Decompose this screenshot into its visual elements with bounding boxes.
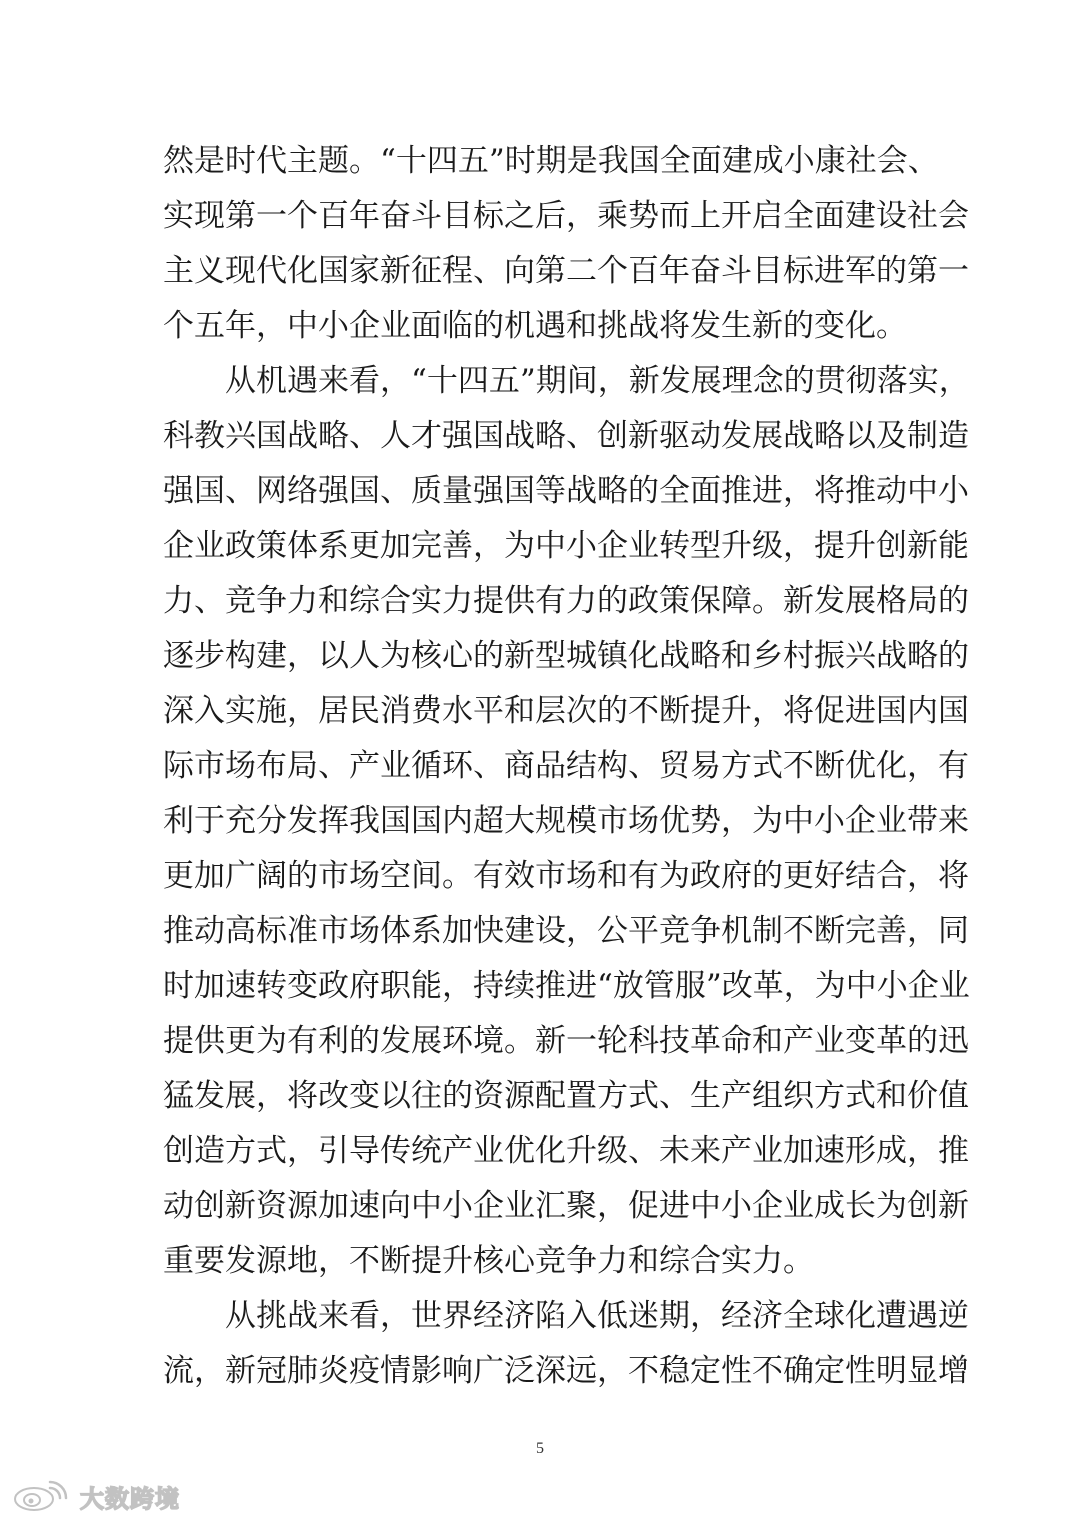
text-line: 提供更为有利的发展环境。新一轮科技革命和产业变革的迅 — [163, 1023, 969, 1059]
text-line: 个五年，中小企业面临的机遇和挑战将发生新的变化。 — [163, 308, 907, 344]
page-number: 5 — [536, 1440, 544, 1457]
text-line: 强国、网络强国、质量强国等战略的全面推进，将推动中小 — [163, 473, 969, 509]
text-line: 流，新冠肺炎疫情影响广泛深远，不稳定性不确定性明显增 — [163, 1353, 969, 1389]
text-line: 更加广阔的市场空间。有效市场和有为政府的更好结合，将 — [163, 858, 969, 894]
watermark-text: 大数跨境 — [80, 1484, 180, 1513]
text-line: 重要发源地，不断提升核心竞争力和综合实力。 — [163, 1243, 814, 1279]
text-line: 从挑战来看，世界经济陷入低迷期，经济全球化遭遇逆 — [225, 1298, 969, 1334]
text-line: 时加速转变政府职能，持续推进“放管服”改革，为中小企业 — [163, 968, 970, 1004]
text-line: 实现第一个百年奋斗目标之后，乘势而上开启全面建设社会 — [163, 198, 969, 234]
text-line: 动创新资源加速向中小企业汇聚，促进中小企业成长为创新 — [163, 1188, 969, 1224]
weibo-logo-icon — [12, 1480, 74, 1512]
text-line: 然是时代主题。“十四五”时期是我国全面建成小康社会、 — [163, 143, 939, 179]
text-line: 主义现代化国家新征程、向第二个百年奋斗目标进军的第一 — [163, 253, 969, 289]
watermark — [12, 1476, 180, 1516]
text-line: 从机遇来看，“十四五”期间，新发展理念的贯彻落实， — [225, 363, 970, 399]
text-line: 力、竞争力和综合实力提供有力的政策保障。新发展格局的 — [163, 583, 969, 619]
text-line: 企业政策体系更加完善，为中小企业转型升级，提升创新能 — [163, 528, 969, 564]
text-line: 猛发展，将改变以往的资源配置方式、生产组织方式和价值 — [163, 1078, 969, 1114]
text-line: 利于充分发挥我国国内超大规模市场优势，为中小企业带来 — [163, 803, 969, 839]
text-line: 科教兴国战略、人才强国战略、创新驱动发展战略以及制造 — [163, 418, 969, 454]
body-text — [163, 134, 970, 1399]
text-line: 创造方式，引导传统产业优化升级、未来产业加速形成，推 — [163, 1133, 969, 1169]
text-line: 推动高标准市场体系加快建设，公平竞争机制不断完善，同 — [163, 913, 969, 949]
text-line: 际市场布局、产业循环、商品结构、贸易方式不断优化，有 — [163, 748, 969, 784]
text-line: 深入实施，居民消费水平和层次的不断提升，将促进国内国 — [163, 693, 969, 729]
text-line: 逐步构建，以人为核心的新型城镇化战略和乡村振兴战略的 — [163, 638, 969, 674]
